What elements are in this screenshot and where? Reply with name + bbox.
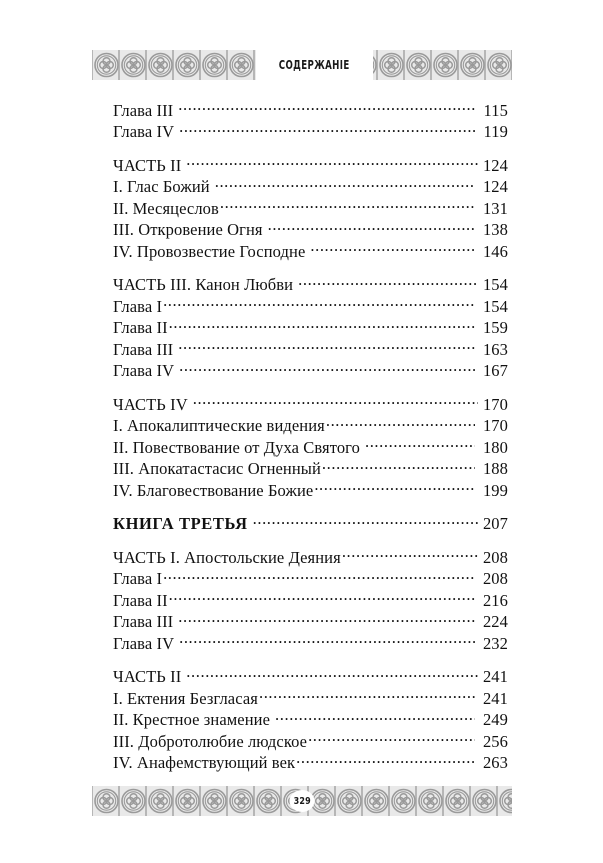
- quatrefoil-ornament-icon: [362, 786, 389, 816]
- toc-entry-page-number: 256: [482, 731, 508, 751]
- toc-entry-page-number: 146: [482, 241, 508, 261]
- toc-leader-dots: [193, 388, 478, 410]
- toc-entry[interactable]: [113, 333, 508, 359]
- toc-entry-label: II. Месяцеслов: [113, 198, 219, 218]
- toc-entry-label: Глава IV: [113, 122, 175, 141]
- toc-entry-page-number: 216: [482, 590, 508, 610]
- page-title: СОДЕРЖАНIЕ: [278, 58, 350, 72]
- quatrefoil-ornament-icon: [485, 50, 512, 80]
- toc-group: [113, 149, 508, 261]
- quatrefoil-ornament-icon: [92, 786, 119, 816]
- toc-entry-label: III. Апокатастасис Огненный: [113, 459, 321, 478]
- toc-leader-dots: [186, 661, 478, 683]
- toc-entry[interactable]: [113, 290, 508, 316]
- toc-entry-label: ЧАСТЬ II: [113, 667, 182, 686]
- quatrefoil-ornament-icon: [146, 786, 173, 816]
- toc-entry-page-number: 208: [482, 547, 508, 567]
- toc-leader-dots: [268, 214, 475, 236]
- toc-leader-dots: [259, 682, 475, 704]
- toc-entry-label: ЧАСТЬ III. Канон Любви: [113, 275, 294, 294]
- toc-entry[interactable]: [113, 149, 508, 175]
- toc-entry[interactable]: [113, 508, 508, 533]
- toc-entry-label: Глава III: [113, 339, 174, 359]
- quatrefoil-ornament-icon: [335, 786, 362, 816]
- toc-entry-label: Глава I: [113, 296, 163, 316]
- toc-entry-page-number: 241: [482, 688, 508, 708]
- toc-entry[interactable]: [113, 584, 508, 610]
- quatrefoil-ornament-icon: [227, 786, 254, 816]
- toc-entry-page-number: 207: [482, 514, 508, 533]
- toc-leader-dots: [296, 747, 475, 769]
- quatrefoil-ornament-icon: [470, 786, 497, 816]
- toc-entry[interactable]: [113, 541, 508, 567]
- toc-leader-dots: [169, 312, 475, 334]
- toc-entry-label: КНИГА ТРЕТЬЯ: [113, 514, 248, 533]
- table-of-contents: [113, 94, 508, 772]
- toc-group: [113, 661, 508, 772]
- quatrefoil-ornament-icon: [497, 786, 512, 816]
- toc-entry-page-number: 199: [482, 480, 508, 500]
- toc-entry-label: Глава I: [113, 569, 163, 588]
- toc-group: [113, 388, 508, 500]
- toc-entry-page-number: 131: [482, 198, 508, 218]
- toc-entry[interactable]: [113, 563, 508, 588]
- quatrefoil-ornament-icon: [458, 50, 485, 80]
- toc-entry-label: Глава II: [113, 590, 168, 610]
- toc-entry-page-number: 119: [483, 122, 508, 141]
- toc-leader-dots: [178, 94, 475, 116]
- toc-leader-dots: [163, 290, 475, 312]
- toc-entry-page-number: 180: [482, 437, 508, 457]
- toc-entry-page-number: 154: [482, 275, 508, 294]
- toc-leader-dots: [186, 149, 478, 171]
- toc-entry-label: ЧАСТЬ I. Апостольские Деяния: [113, 547, 341, 567]
- toc-entry[interactable]: [113, 606, 508, 631]
- toc-leader-dots: [253, 508, 478, 530]
- toc-entry[interactable]: [113, 388, 508, 414]
- header-ornament-right: [373, 50, 513, 80]
- toc-leader-dots: [326, 410, 475, 432]
- toc-entry-label: II. Повествование от Духа Святого: [113, 437, 360, 457]
- quatrefoil-ornament-icon: [200, 786, 227, 816]
- toc-entry-page-number: 249: [482, 710, 508, 729]
- quatrefoil-ornament-icon: [416, 786, 443, 816]
- toc-entry-page-number: 138: [482, 220, 508, 239]
- quatrefoil-ornament-icon: [254, 786, 281, 816]
- quatrefoil-ornament-icon: [146, 50, 173, 80]
- toc-entry-label: Глава III: [113, 612, 174, 631]
- quatrefoil-ornament-icon: [173, 50, 200, 80]
- toc-entry-page-number: 124: [482, 177, 508, 196]
- toc-entry[interactable]: [113, 269, 508, 294]
- toc-leader-dots: [310, 235, 475, 257]
- toc-entry-label: I. Глас Божий: [113, 177, 210, 196]
- toc-group: [113, 269, 508, 380]
- toc-entry[interactable]: [113, 312, 508, 337]
- quatrefoil-ornament-icon: [254, 50, 256, 80]
- toc-entry-page-number: 241: [482, 667, 508, 686]
- header-ornament-left: [92, 50, 256, 80]
- toc-entry[interactable]: [113, 661, 508, 686]
- quatrefoil-ornament-icon: [200, 50, 227, 80]
- quatrefoil-ornament-icon: [119, 50, 146, 80]
- toc-leader-dots: [179, 627, 475, 649]
- page-number: 329: [293, 795, 311, 807]
- toc-entry-page-number: 167: [482, 361, 508, 380]
- page-footer: [92, 786, 512, 816]
- toc-leader-dots: [220, 192, 475, 214]
- quatrefoil-ornament-icon: [389, 786, 416, 816]
- toc-entry[interactable]: [113, 94, 508, 120]
- toc-entry-page-number: 115: [483, 100, 508, 120]
- toc-entry-label: IV. Провозвестие Господне: [113, 241, 306, 261]
- toc-entry-label: III. Добротолюбие людское: [113, 731, 308, 751]
- toc-group: [113, 508, 508, 533]
- toc-entry-page-number: 163: [482, 339, 508, 359]
- toc-entry-label: I. Ектения Безгласая: [113, 688, 258, 708]
- toc-entry-page-number: 124: [482, 155, 508, 175]
- toc-leader-dots: [298, 269, 478, 291]
- toc-leader-dots: [314, 474, 475, 496]
- quatrefoil-ornament-icon: [377, 50, 404, 80]
- toc-entry-page-number: 224: [482, 612, 508, 631]
- toc-entry-page-number: 232: [482, 633, 508, 653]
- toc-entry-label: ЧАСТЬ II: [113, 155, 182, 175]
- toc-entry-label: ЧАСТЬ IV: [113, 394, 188, 414]
- toc-leader-dots: [169, 584, 475, 606]
- toc-entry-label: Глава IV: [113, 633, 175, 653]
- toc-entry-label: IV. Благовествование Божие: [113, 480, 314, 500]
- toc-leader-dots: [178, 606, 475, 628]
- toc-entry-page-number: 170: [482, 394, 508, 414]
- toc-leader-dots: [179, 355, 475, 377]
- toc-leader-dots: [308, 725, 475, 747]
- toc-leader-dots: [178, 333, 475, 355]
- quatrefoil-ornament-icon: [92, 50, 119, 80]
- toc-group: [113, 541, 508, 653]
- toc-entry-label: Глава III: [113, 100, 174, 120]
- quatrefoil-ornament-icon: [227, 50, 254, 80]
- toc-entry-page-number: 170: [482, 416, 508, 435]
- quatrefoil-ornament-icon: [119, 786, 146, 816]
- toc-leader-dots: [215, 171, 475, 193]
- toc-leader-dots: [365, 431, 475, 453]
- toc-entry-label: III. Откровение Огня: [113, 220, 263, 239]
- toc-entry-page-number: 188: [482, 459, 508, 478]
- toc-entry-label: I. Апокалиптические видения: [113, 416, 325, 435]
- toc-group: [113, 94, 508, 141]
- toc-entry-page-number: 159: [482, 318, 508, 337]
- toc-leader-dots: [179, 116, 475, 138]
- toc-leader-dots: [342, 541, 478, 563]
- toc-entry-label: II. Крестное знамение: [113, 710, 271, 729]
- page-header: [92, 50, 512, 80]
- toc-entry-label: Глава IV: [113, 361, 175, 380]
- quatrefoil-ornament-icon: [173, 786, 200, 816]
- toc-entry-page-number: 208: [482, 569, 508, 588]
- quatrefoil-ornament-icon: [404, 50, 431, 80]
- toc-entry-label: IV. Анафемствующий век: [113, 753, 296, 772]
- toc-entry-page-number: 263: [482, 753, 508, 772]
- toc-entry-label: Глава II: [113, 318, 168, 337]
- quatrefoil-ornament-icon: [431, 50, 458, 80]
- page-number-badge: [290, 790, 315, 812]
- toc-leader-dots: [322, 453, 475, 475]
- toc-leader-dots: [275, 704, 475, 726]
- quatrefoil-ornament-icon: [443, 786, 470, 816]
- toc-entry-page-number: 154: [482, 296, 508, 316]
- toc-leader-dots: [163, 563, 475, 585]
